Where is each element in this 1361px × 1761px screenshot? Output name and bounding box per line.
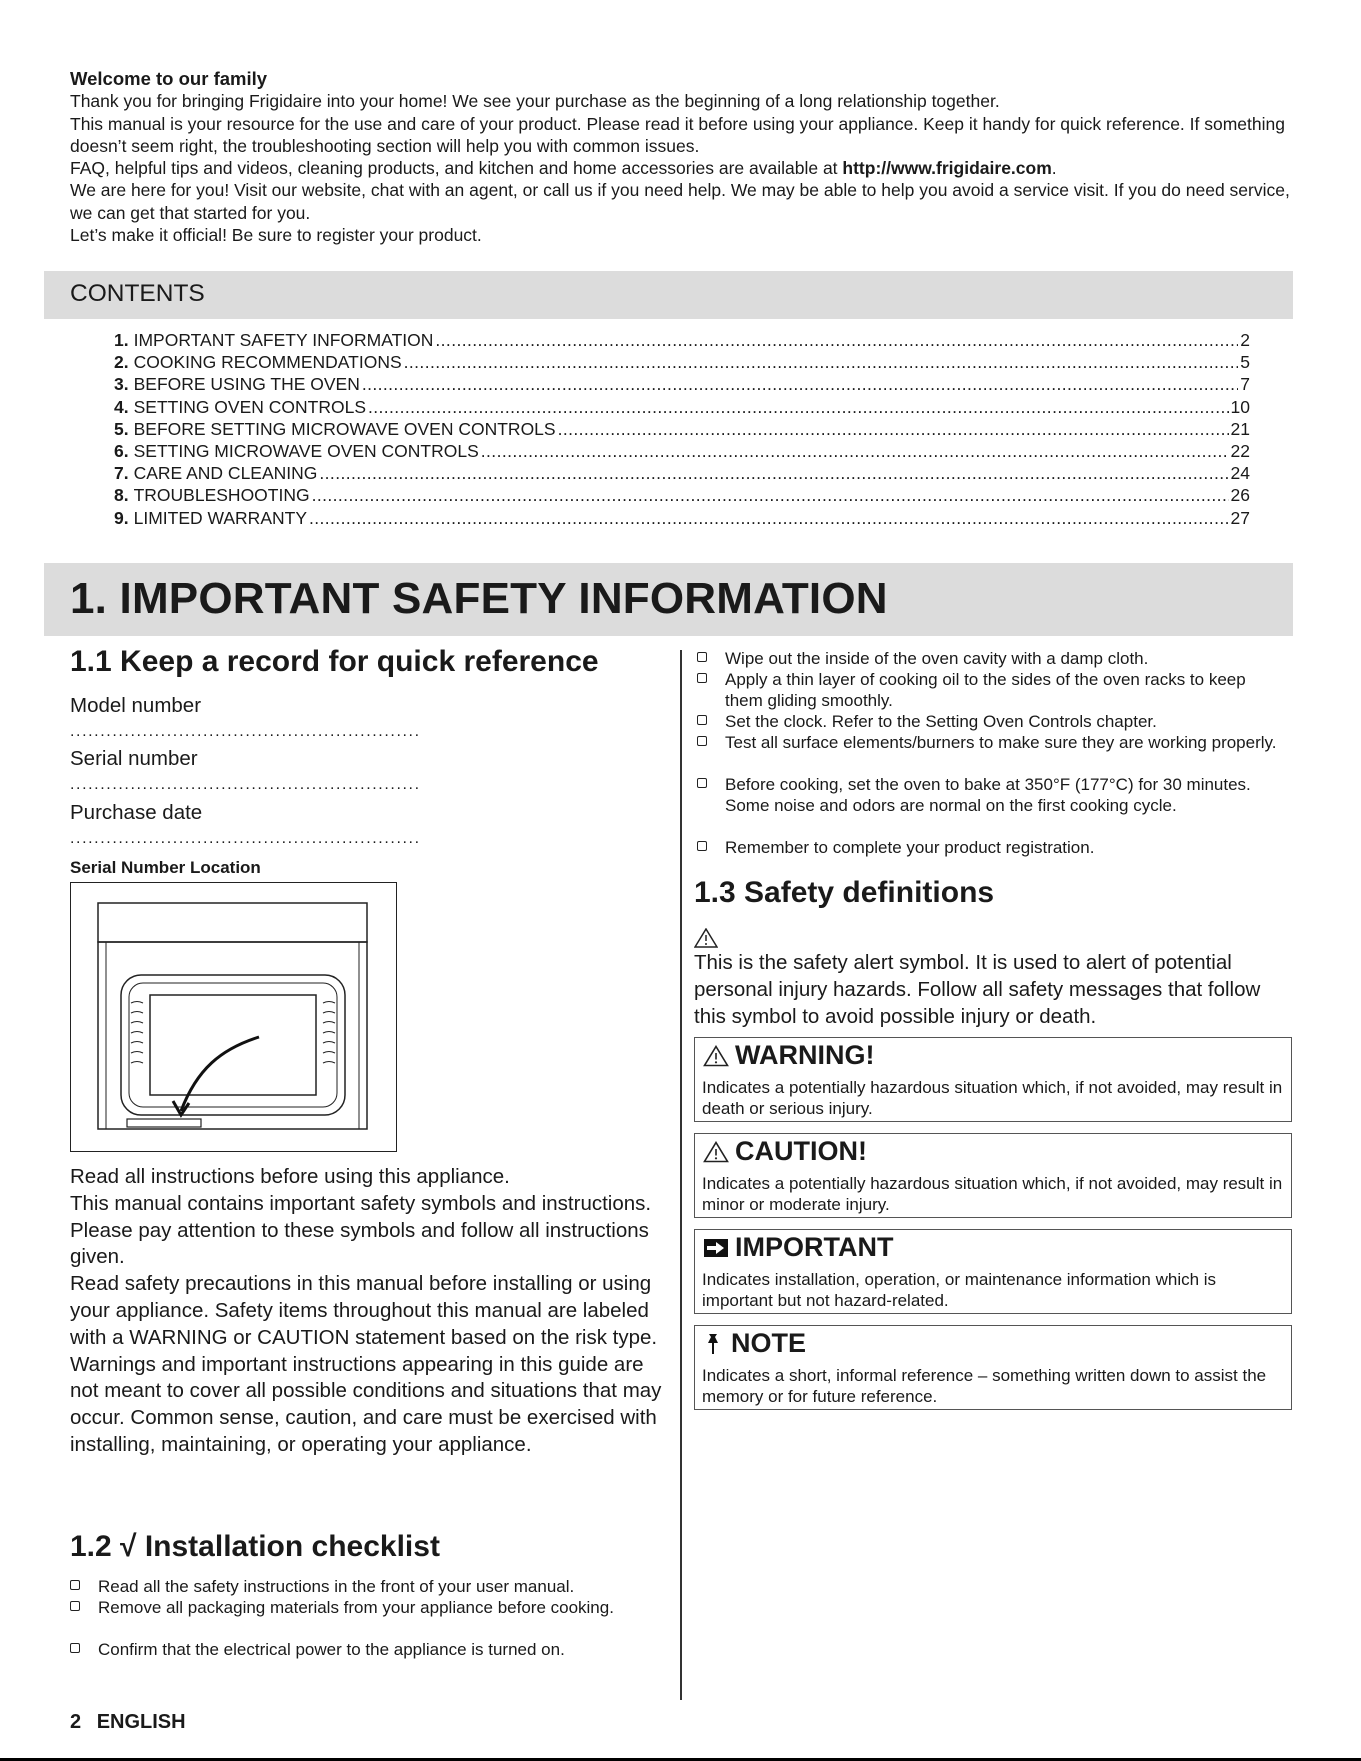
checklist-heading: 1.2 √ Installation checklist (70, 1530, 440, 1563)
toc-label: TROUBLESHOOTING (133, 485, 310, 506)
checklist-item-text: Read all the safety instructions in the front of your user manual. (98, 1577, 575, 1596)
checklist-item-text: Test all surface elements/burners to make sure they are working properly. (725, 733, 1277, 752)
contents-heading: CONTENTS (70, 280, 205, 307)
toc-label: CARE AND CLEANING (133, 463, 318, 484)
toc-page: 24 (1230, 463, 1250, 484)
toc-number: 2. (114, 352, 129, 373)
model-number-label: Model number (70, 694, 202, 717)
toc-item[interactable] (114, 396, 1250, 418)
pushpin-icon (703, 1332, 725, 1356)
intro-paragraph: This manual contains important safety symbols and instructions. Please pay attention to these symbols and follow all instructions given. (70, 1191, 652, 1269)
important-title: IMPORTANT (735, 1232, 894, 1262)
record-heading: 1.1 Keep a record for quick reference (70, 645, 599, 678)
contents-header-band (44, 271, 1293, 319)
toc-number: 7. (114, 463, 129, 484)
serial-location-illustration (70, 882, 397, 1152)
welcome-line: We are here for you! Visit our website, chat with an agent, or call us if you need help. We may be able to help you avoid a service visit. If you do need service, we can get that started for you. (70, 180, 1290, 223)
welcome-line: Let’s make it official! Be sure to register your product. (70, 225, 482, 246)
welcome-line (70, 157, 1300, 179)
checkbox-icon[interactable] (70, 1643, 80, 1653)
checkbox-icon[interactable] (70, 1580, 80, 1590)
note-description: Indicates a short, informal reference – something written down to assist the memory or for future reference. (702, 1366, 1267, 1406)
toc-item[interactable] (114, 351, 1250, 373)
checkbox-icon[interactable] (70, 1601, 80, 1611)
warning-triangle-icon (703, 1141, 729, 1163)
toc-number: 3. (114, 374, 129, 395)
checkbox-icon[interactable] (697, 652, 707, 662)
safety-alert-description: This is the safety alert symbol. It is used to alert of potential personal injury hazards. Follow all safety messages that follow this symbol to avoid possible injury or death. (694, 951, 1261, 1028)
website-link[interactable]: http://www.frigidaire.com (842, 158, 1052, 179)
toc-leader (368, 396, 1229, 418)
welcome-title: Welcome to our family (70, 68, 268, 89)
checklist-item[interactable] (697, 837, 1287, 858)
caution-title: CAUTION! (735, 1136, 867, 1166)
toc-leader (481, 440, 1229, 462)
serial-location-caption: Serial Number Location (70, 858, 261, 877)
checklist-item[interactable] (697, 711, 1287, 732)
toc-number: 5. (114, 418, 129, 439)
toc-label: IMPORTANT SAFETY INFORMATION (133, 330, 434, 350)
toc-page: 10 (1230, 396, 1250, 417)
note-title: NOTE (731, 1328, 807, 1358)
toc-label: BEFORE USING THE OVEN (133, 374, 360, 395)
toc-page: 2 (1240, 330, 1250, 350)
checklist-item[interactable] (70, 1576, 650, 1597)
model-number-field[interactable]: .......................................................... (70, 723, 421, 740)
checklist-item[interactable] (697, 669, 1287, 711)
toc-label: SETTING OVEN CONTROLS (133, 396, 366, 417)
toc-leader (319, 462, 1228, 484)
important-box (694, 1229, 1292, 1314)
intro-paragraph: Read all instructions before using this appliance. (70, 1165, 510, 1188)
caution-box (694, 1133, 1292, 1218)
table-of-contents (114, 329, 1250, 529)
definitions-heading: 1.3 Safety definitions (694, 876, 995, 909)
welcome-text: FAQ, helpful tips and videos, cleaning products, and kitchen and home accessories are available at (70, 158, 843, 179)
intro-paragraph: Read safety precautions in this manual before installing or using your appliance. Safety items throughout this manual are labeled with a WARNING or CAUTION statement based on the risk type. (70, 1272, 658, 1349)
checklist-item-text: Set the clock. Refer to the Setting Oven Controls chapter. (725, 712, 1157, 731)
toc-leader (558, 418, 1229, 440)
checkbox-icon[interactable] (697, 736, 707, 746)
checklist-item-text: Wipe out the inside of the oven cavity with a damp cloth. (725, 649, 1149, 668)
toc-item[interactable] (114, 373, 1250, 395)
checklist-item[interactable] (697, 774, 1287, 816)
toc-leader (309, 507, 1229, 529)
toc-leader (435, 329, 1238, 351)
intro-paragraph: Warnings and important instructions appearing in this guide are not meant to cover all possible conditions and situations that may occur. Common sense, caution, and care must be exercised with installing, maintaining, or operating your appliance. (70, 1352, 662, 1456)
serial-number-label: Serial number (70, 747, 198, 770)
toc-label: COOKING RECOMMENDATIONS (133, 352, 402, 373)
checklist-item[interactable] (70, 1597, 650, 1618)
safety-intro (70, 1164, 670, 1459)
checklist-item-text: Apply a thin layer of cooking oil to the sides of the oven racks to keep them gliding smoothly. (725, 670, 1246, 710)
toc-number: 4. (114, 396, 129, 417)
welcome-line: This manual is your resource for the use and care of your product. Please read it before using your appliance. Keep it handy for quick reference. If something doesn’t seem right, the troubleshooting section will help you with common issues. (70, 113, 1285, 156)
footer-language: ENGLISH (96, 1711, 186, 1733)
checkbox-icon[interactable] (697, 778, 707, 788)
toc-item[interactable] (114, 329, 1250, 351)
page-footer (70, 1711, 186, 1734)
toc-number: 6. (114, 441, 129, 462)
warning-description: Indicates a potentially hazardous situation which, if not avoided, may result in death or serious injury. (702, 1078, 1283, 1118)
checklist-item-text: Remember to complete your product registration. (725, 838, 1095, 857)
warning-box (694, 1037, 1292, 1122)
toc-item[interactable] (114, 440, 1250, 462)
toc-leader (312, 484, 1229, 506)
important-description: Indicates installation, operation, or maintenance information which is important but not hazard-related. (702, 1270, 1217, 1310)
toc-leader (362, 373, 1238, 395)
toc-leader (404, 351, 1239, 373)
checkbox-icon[interactable] (697, 673, 707, 683)
toc-item[interactable] (114, 418, 1250, 440)
checkbox-icon[interactable] (697, 715, 707, 725)
toc-label: BEFORE SETTING MICROWAVE OVEN CONTROLS (133, 418, 556, 439)
checklist-item[interactable] (697, 732, 1287, 753)
checklist-item-text: Remove all packaging materials from your appliance before cooking. (98, 1598, 614, 1617)
column-divider (680, 650, 682, 1700)
checklist-item-text: Before cooking, set the oven to bake at 350°F (177°C) for 30 minutes. Some noise and odors are normal on the first cooking cycle. (725, 775, 1251, 815)
toc-page: 27 (1230, 507, 1250, 528)
oven-diagram (71, 883, 395, 1150)
page-number: 2 (70, 1711, 82, 1733)
toc-item[interactable] (114, 462, 1250, 484)
section-title-band (44, 563, 1293, 636)
toc-page: 26 (1230, 485, 1250, 506)
purchase-date-field[interactable]: .......................................................... (70, 830, 421, 847)
section-title: 1. IMPORTANT SAFETY INFORMATION (70, 574, 888, 623)
checkbox-icon[interactable] (697, 841, 707, 851)
toc-page: 5 (1240, 352, 1250, 373)
note-box (694, 1325, 1292, 1410)
welcome-section (70, 68, 1300, 246)
toc-label: SETTING MICROWAVE OVEN CONTROLS (133, 441, 479, 462)
welcome-line: Thank you for bringing Frigidaire into your home! We see your purchase as the beginning of a long relationship together. (70, 91, 1000, 112)
toc-number: 1. (114, 330, 129, 350)
toc-label: LIMITED WARRANTY (133, 507, 307, 528)
toc-page: 22 (1230, 441, 1250, 462)
checklist-item[interactable] (70, 1639, 650, 1660)
purchase-date-label: Purchase date (70, 801, 203, 824)
checklist-item-text: Confirm that the electrical power to the appliance is turned on. (98, 1640, 565, 1659)
serial-number-field[interactable]: .......................................................... (70, 776, 421, 793)
arrow-box-icon (703, 1237, 729, 1259)
warning-title: WARNING! (735, 1040, 875, 1070)
welcome-text: . (1051, 158, 1057, 179)
toc-item[interactable] (114, 484, 1250, 506)
toc-number: 8. (114, 485, 129, 506)
toc-number: 9. (114, 507, 129, 528)
warning-triangle-icon (703, 1045, 729, 1067)
toc-item[interactable] (114, 507, 1250, 529)
toc-page: 7 (1240, 374, 1250, 395)
toc-page: 21 (1230, 418, 1250, 439)
checklist-item[interactable] (697, 648, 1287, 669)
caution-description: Indicates a potentially hazardous situation which, if not avoided, may result in minor or moderate injury. (702, 1174, 1283, 1214)
